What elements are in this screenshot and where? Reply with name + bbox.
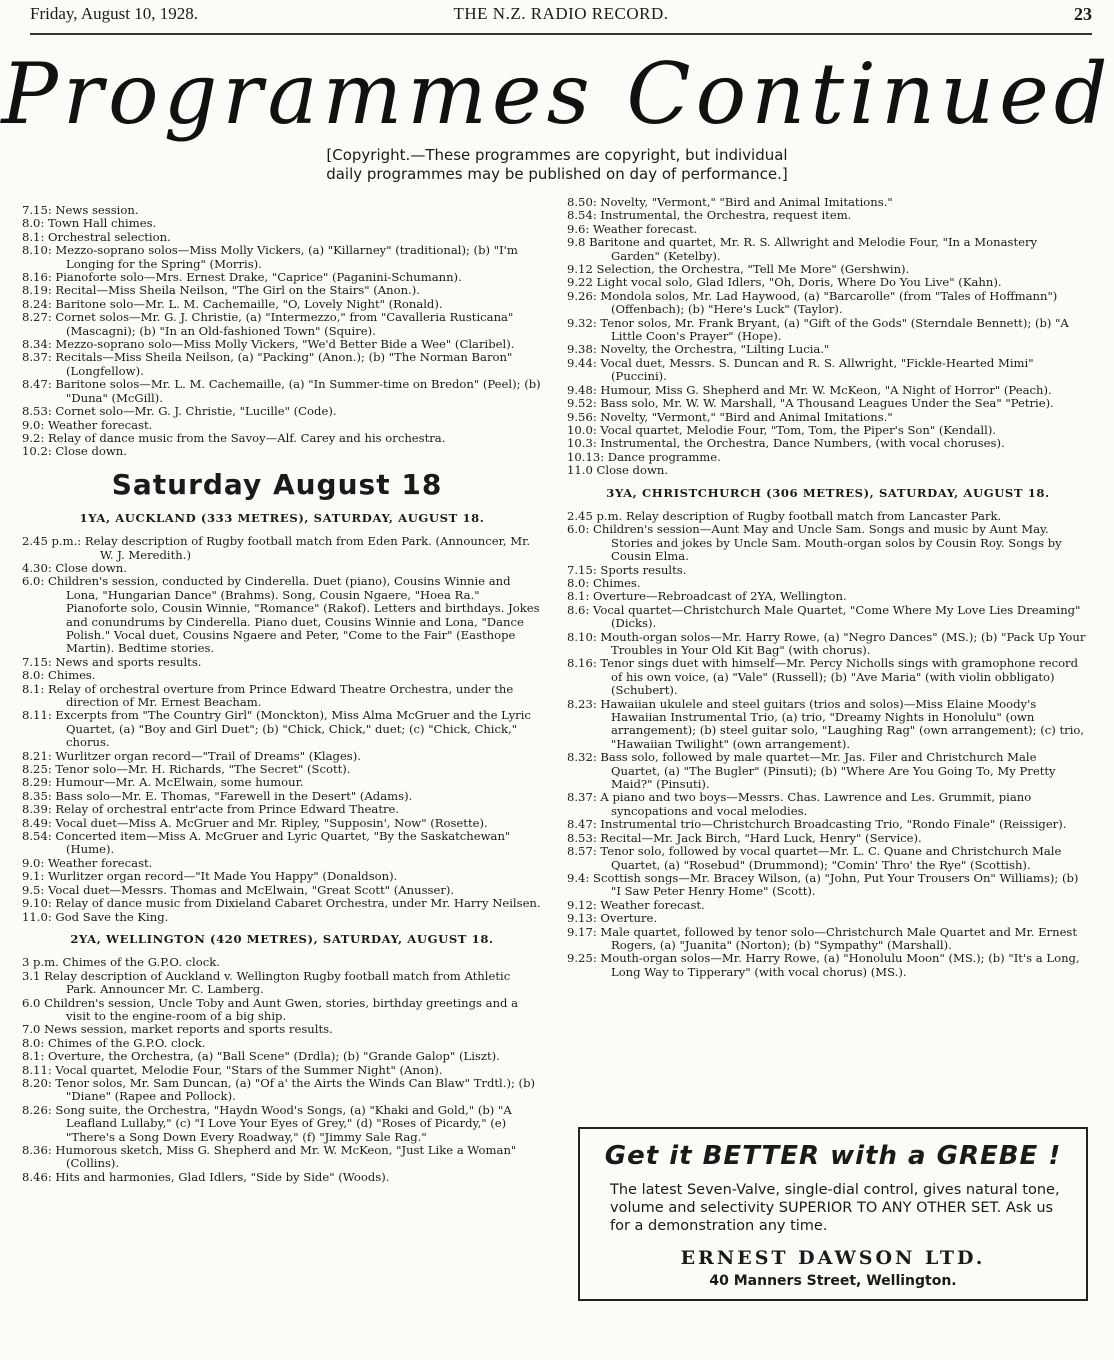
advert-address: 40 Manners Street, Wellington. xyxy=(709,1273,957,1289)
programme-item: 8.19: Recital—Miss Sheila Neilson, "The Girl on the Stairs" (Anon.). xyxy=(22,283,420,298)
programme-item: 9.10: Relay of dance music from Dixieland Cabaret Orchestra, under Mr. Harry Neilsen. xyxy=(22,896,541,911)
programme-item: 8.34: Mezzo-soprano solo—Miss Molly Vickers, "We'd Better Bide a Wee" (Claribel). xyxy=(22,337,515,352)
programme-item: 8.0: Chimes of the G.P.O. clock. xyxy=(22,1035,206,1050)
advert-headline: Get it BETTER with a GREBE ! xyxy=(604,1141,1062,1171)
programme-item: 10.0: Vocal quartet, Melodie Four, "Tom, Tom, the Piper's Son" (Kendall). xyxy=(567,422,997,437)
programme-item: 10.2: Close down. xyxy=(22,444,127,459)
programme-item: 8.24: Baritone solo—Mr. L. M. Cachemaille, "O, Lovely Night" (Ronald). xyxy=(22,296,443,311)
programme-item: 8.25: Tenor solo—Mr. H. Richards, "The Secret" (Scott). xyxy=(22,762,351,777)
programme-item: 8.23: Hawaiian ukulele and steel guitars (trios and solos)—Miss Elaine Moody's Hawaiian Instrumental Trio, (a) trio, "Dreamy Nights in Honolulu" (own arrangement); (b) steel guitar solo, "Laughing Rag" (own arrangement); (c) trio, "Hawaiian Twilight" (own arrangement). xyxy=(567,696,1085,751)
programme-item: 8.36: Humorous sketch, Miss G. Shepherd and Mr. W. McKeon, "Just Like a Woman" (Collins). xyxy=(22,1143,517,1171)
programme-item: 8.49: Vocal duet—Miss A. McGruer and Mr. Ripley, "Supposin', Now" (Rosette). xyxy=(22,815,488,830)
programme-item: 8.1: Orchestral selection. xyxy=(22,229,171,244)
programme-item: 9.2: Relay of dance music from the Savoy—Alf. Carey and his orchestra. xyxy=(22,430,446,445)
programme-item: 8.50: Novelty, "Vermont," "Bird and Animal Imitations." xyxy=(567,195,893,209)
programme-item: 8.57: Tenor solo, followed by vocal quartet—Mr. L. C. Quane and Christchurch Male Quartet, (a) "Rosebud" (Drummond); "Comin' Thro' the Rye" (Scottish). xyxy=(567,844,1062,872)
programme-item: 3.1 Relay description of Auckland v. Wellington Rugby football match from Athletic Park. Announcer Mr. C. Lamberg. xyxy=(22,968,511,997)
programme-item: 8.0: Town Hall chimes. xyxy=(22,216,157,231)
programme-item: 7.15: News and sports results. xyxy=(22,654,202,669)
programme-item: 8.1: Overture—Rebroadcast of 2YA, Wellington. xyxy=(567,589,847,604)
programme-item: 8.54: Concerted item—Miss A. McGruer and Lyric Quartet, "By the Saskatchewan" (Hume). xyxy=(22,829,511,857)
copyright-notice xyxy=(0,146,1114,184)
programme-item: 11.0: God Save the King. xyxy=(22,909,169,924)
programme-item: 9.12: Weather forecast. xyxy=(567,897,705,912)
programme-item: 8.39: Relay of orchestral entr'acte from Prince Edward Theatre. xyxy=(22,802,400,817)
saturday-heading: Saturday August 18 xyxy=(111,467,443,501)
page-header xyxy=(30,4,1092,26)
advert-body: The latest Seven-Valve, single-dial control, gives natural tone, volume and selectivity SUPERIOR TO ANY OTHER SET. Ask us for a demonstration any time. xyxy=(610,1182,1060,1234)
programme-item: 9.52: Bass solo, Mr. W. W. Marshall, "A Thousand Leagues Under the Sea" "Petrie). xyxy=(567,396,1054,411)
list-top-right xyxy=(567,196,1089,478)
programme-item: 8.53: Recital—Mr. Jack Birch, "Hard Luck, Henry" (Service). xyxy=(567,830,922,845)
programme-item: 3 p.m. Chimes of the G.P.O. clock. xyxy=(22,955,220,970)
programme-item: 6.0: Children's session, conducted by Cinderella. Duet (piano), Cousins Winnie and Lona, "Hungarian Dance" (Brahms). Song, Cousin Ngaere, "Hoea Ra." Pianoforte solo, Cousin Winnie, "Romance" (Rakof). Letters and birthdays. Jokes and conundrums by Cinderella. Piano duet, Cousins Winnie and Lona, "Dance Polish." Vocal duet, Cousins Ngaere and Peter, "Come to the Fair" (Easthope Martin). Bedtime stories. xyxy=(22,574,540,656)
station-title-christchurch: 3YA, CHRISTCHURCH (306 METRES), SATURDAY, AUGUST 18. xyxy=(606,485,1050,500)
programme-item: 8.1: Overture, the Orchestra, (a) "Ball Scene" (Drdla); (b) "Grande Galop" (Liszt). xyxy=(22,1049,500,1064)
programme-item: 8.16: Pianoforte solo—Mrs. Ernest Drake, "Caprice" (Paganini-Schumann). xyxy=(22,270,462,285)
header-rule xyxy=(30,33,1092,35)
programme-item: 8.37: Recitals—Miss Sheila Neilson, (a) "Packing" (Anon.); (b) "The Norman Baron" (Longfellow). xyxy=(22,350,513,378)
programme-item: 8.35: Bass solo—Mr. E. Thomas, "Farewell in the Desert" (Adams). xyxy=(22,788,413,803)
programme-item: 9.5: Vocal duet—Messrs. Thomas and McElwain, "Great Scott" (Anusser). xyxy=(22,882,455,897)
programme-item: 8.46: Hits and harmonies, Glad Idlers, "Side by Side" (Woods). xyxy=(22,1169,390,1184)
programme-item: 9.48: Humour, Miss G. Shepherd and Mr. W. McKeon, "A Night of Horror" (Peach). xyxy=(567,382,1052,397)
programme-item: 8.1: Relay of orchestral overture from Prince Edward Theatre Orchestra, under the direction of Mr. Ernest Beacham. xyxy=(22,681,514,709)
programme-item: 6.0: Children's session—Aunt May and Uncle Sam. Songs and music by Aunt May. Stories and jokes by Uncle Sam. Mouth-organ solos by Cousin Roy. Songs by Cousin Elma. xyxy=(567,522,1062,564)
programme-item: 4.30: Close down. xyxy=(22,560,127,575)
programme-item: 9.44: Vocal duet, Messrs. S. Duncan and R. S. Allwright, "Fickle-Hearted Mimi" (Puccini). xyxy=(567,355,1034,384)
programme-item: 8.10: Mezzo-soprano solos—Miss Molly Vickers, (a) "Killarney" (traditional); (b) "I'm Longing for the Spring" (Morris). xyxy=(22,243,518,271)
programme-item: 9.22 Light vocal solo, Glad Idlers, "Oh, Doris, Where Do You Live" (Kahn). xyxy=(567,275,1002,290)
programme-item: 9.56: Novelty, "Vermont," "Bird and Animal Imitations." xyxy=(567,409,893,424)
copyright-line-2: daily programmes may be published on day of performance.] xyxy=(326,165,788,183)
programme-item: 8.53: Cornet solo—Mr. G. J. Christie, "Lucille" (Code). xyxy=(22,404,337,419)
advert-company: ERNEST DAWSON LTD. xyxy=(680,1247,986,1269)
list-top-left xyxy=(22,204,542,459)
programme-item: 8.32: Bass solo, followed by male quartet—Mr. Jas. Filer and Christchurch Male Quartet, (a) "The Bugler" (Pinsuti); (b) "Where Are You Going To, My Pretty Maid?" (Pinsuti). xyxy=(567,750,1056,792)
programme-item: 8.16: Tenor sings duet with himself—Mr. Percy Nicholls sings with gramophone record of his own voice, (a) "Vale" (Russell); (b) "Ave Maria" (with violin obbligato) (Schubert). xyxy=(567,656,1079,698)
programme-item: 8.10: Mouth-organ solos—Mr. Harry Rowe, (a) "Negro Dances" (MS.); (b) "Pack Up Your Troubles in Your Old Kit Bag" (with chorus). xyxy=(567,629,1086,657)
programme-item: 8.27: Cornet solos—Mr. G. J. Christie, (a) "Intermezzo," from "Cavalleria Rusticana" (Mascagni); (b) "In an Old-fashioned Town" (Squire). xyxy=(22,310,514,338)
column-right xyxy=(567,196,1089,979)
programme-item: 9.38: Novelty, the Orchestra, "Lilting Lucia." xyxy=(567,342,830,357)
list-wellington xyxy=(22,956,542,1184)
programme-item: 8.47: Instrumental trio—Christchurch Broadcasting Trio, "Rondo Finale" (Reissiger). xyxy=(567,817,1067,832)
programme-item: 9.25: Mouth-organ solos—Mr. Harry Rowe, (a) "Honolulu Moon" (MS.); (b) "It's a Long, Long Way to Tipperary" (with vocal chorus) (MS.). xyxy=(567,951,1080,979)
programme-item: 8.20: Tenor solos, Mr. Sam Duncan, (a) "Of a' the Airts the Winds Can Blaw" Trdtl.); (b) "Diane" (Rapee and Pollock). xyxy=(22,1075,536,1104)
programme-item: 2.45 p.m. Relay description of Rugby football match from Lancaster Park. xyxy=(567,508,1002,523)
programme-item: 2.45 p.m.: Relay description of Rugby football match from Eden Park. (Announcer, Mr. W. J. Meredith.) xyxy=(22,534,531,562)
programme-item: 8.29: Humour—Mr. A. McElwain, some humour. xyxy=(22,775,304,790)
programme-item: 7.0 News session, market reports and sports results. xyxy=(22,1022,333,1037)
programme-item: 8.6: Vocal quartet—Christchurch Male Quartet, "Come Where My Love Lies Dreaming" (Dicks). xyxy=(567,602,1081,631)
header-paper-title: THE N.Z. RADIO RECORD. xyxy=(453,4,669,23)
station-title-wellington: 2YA, WELLINGTON (420 METRES), SATURDAY, AUGUST 18. xyxy=(70,931,494,946)
programme-item: 7.15: Sports results. xyxy=(567,562,687,577)
programme-item: 8.11: Vocal quartet, Melodie Four, "Stars of the Summer Night" (Anon). xyxy=(22,1062,443,1077)
programme-item: 9.12 Selection, the Orchestra, "Tell Me More" (Gershwin). xyxy=(567,262,910,277)
programme-item: 9.17: Male quartet, followed by tenor solo—Christchurch Male Quartet and Mr. Ernest Rogers, (a) "Juanita" (Norton); (b) "Sympathy" (Marshall). xyxy=(567,924,1078,952)
programme-item: 9.32: Tenor solos, Mr. Frank Bryant, (a) "Gift of the Gods" (Sterndale Bennett); (b) "A Little Coon's Prayer" (Hope). xyxy=(567,315,1069,344)
programme-item: 8.47: Baritone solos—Mr. L. M. Cachemaille, (a) "In Summer-time on Bredon" (Peel); (b) "Duna" (McGill). xyxy=(22,377,541,405)
programme-item: 9.4: Scottish songs—Mr. Bracey Wilson, (a) "John, Put Your Trousers On" Williams); (b) "I Saw Peter Henry Home" (Scott). xyxy=(567,870,1079,899)
programme-item: 7.15: News session. xyxy=(22,203,139,217)
programme-item: 10.13: Dance programme. xyxy=(567,449,721,464)
column-left xyxy=(22,204,542,1184)
programme-item: 9.0: Weather forecast. xyxy=(22,417,153,432)
programme-item: 9.0: Weather forecast. xyxy=(22,855,153,870)
programme-item: 10.3: Instrumental, the Orchestra, Dance Numbers, (with vocal choruses). xyxy=(567,436,1005,451)
programme-item: 9.13: Overture. xyxy=(567,911,658,926)
list-christchurch xyxy=(567,510,1089,979)
station-title-auckland: 1YA, AUCKLAND (333 METRES), SATURDAY, AUGUST 18. xyxy=(79,510,485,525)
grebe-advertisement xyxy=(578,1127,1088,1301)
programme-item: 8.0: Chimes. xyxy=(22,668,96,683)
header-page-number: 23 xyxy=(1074,4,1092,24)
list-auckland xyxy=(22,535,542,924)
programme-item: 9.6: Weather forecast. xyxy=(567,221,698,236)
programme-item: 8.21: Wurlitzer organ record—"Trail of Dreams" (Klages). xyxy=(22,748,361,763)
programme-item: 8.0: Chimes. xyxy=(567,575,641,590)
programme-item: 8.11: Excerpts from "The Country Girl" (Monckton), Miss Alma McGruer and the Lyric Quartet, (a) "Boy and Girl Duet"; (b) "Chick, Chick," duet; (c) "Chick, Chick," chorus. xyxy=(22,708,531,750)
programme-item: 9.1: Wurlitzer organ record—"It Made You Happy" (Donaldson). xyxy=(22,869,398,884)
banner-title: Programmes Continued xyxy=(1,45,1113,143)
programme-item: 8.54: Instrumental, the Orchestra, request item. xyxy=(567,208,852,223)
programme-item: 9.8 Baritone and quartet, Mr. R. S. Allwright and Melodie Four, "In a Monastery Garden" (Ketelby). xyxy=(567,235,1038,263)
programme-item: 6.0 Children's session, Uncle Toby and Aunt Gwen, stories, birthday greetings and a visit to the engine-room of a big ship. xyxy=(22,995,519,1023)
programme-item: 8.26: Song suite, the Orchestra, "Haydn Wood's Songs, (a) "Khaki and Gold," (b) "A Leafland Lullaby," (c) "I Love Your Eyes of Grey," (d) "Roses of Picardy," (e) "There's a Song Down Every Roadway," (f) "Jimmy Sale Rag." xyxy=(22,1102,512,1144)
programme-item: 8.37: A piano and two boys—Messrs. Chas. Lawrence and Les. Grummit, piano syncopations and vocal melodies. xyxy=(567,790,1032,818)
programme-item: 11.0 Close down. xyxy=(567,463,669,478)
copyright-line-1: [Copyright.—These programmes are copyright, but individual xyxy=(326,146,788,164)
header-date: Friday, August 10, 1928. xyxy=(30,4,198,23)
programme-item: 9.26: Mondola solos, Mr. Lad Haywood, (a) "Barcarolle" (from "Tales of Hoffmann") (Offenbach); (b) "Here's Luck" (Taylor). xyxy=(567,288,1058,317)
